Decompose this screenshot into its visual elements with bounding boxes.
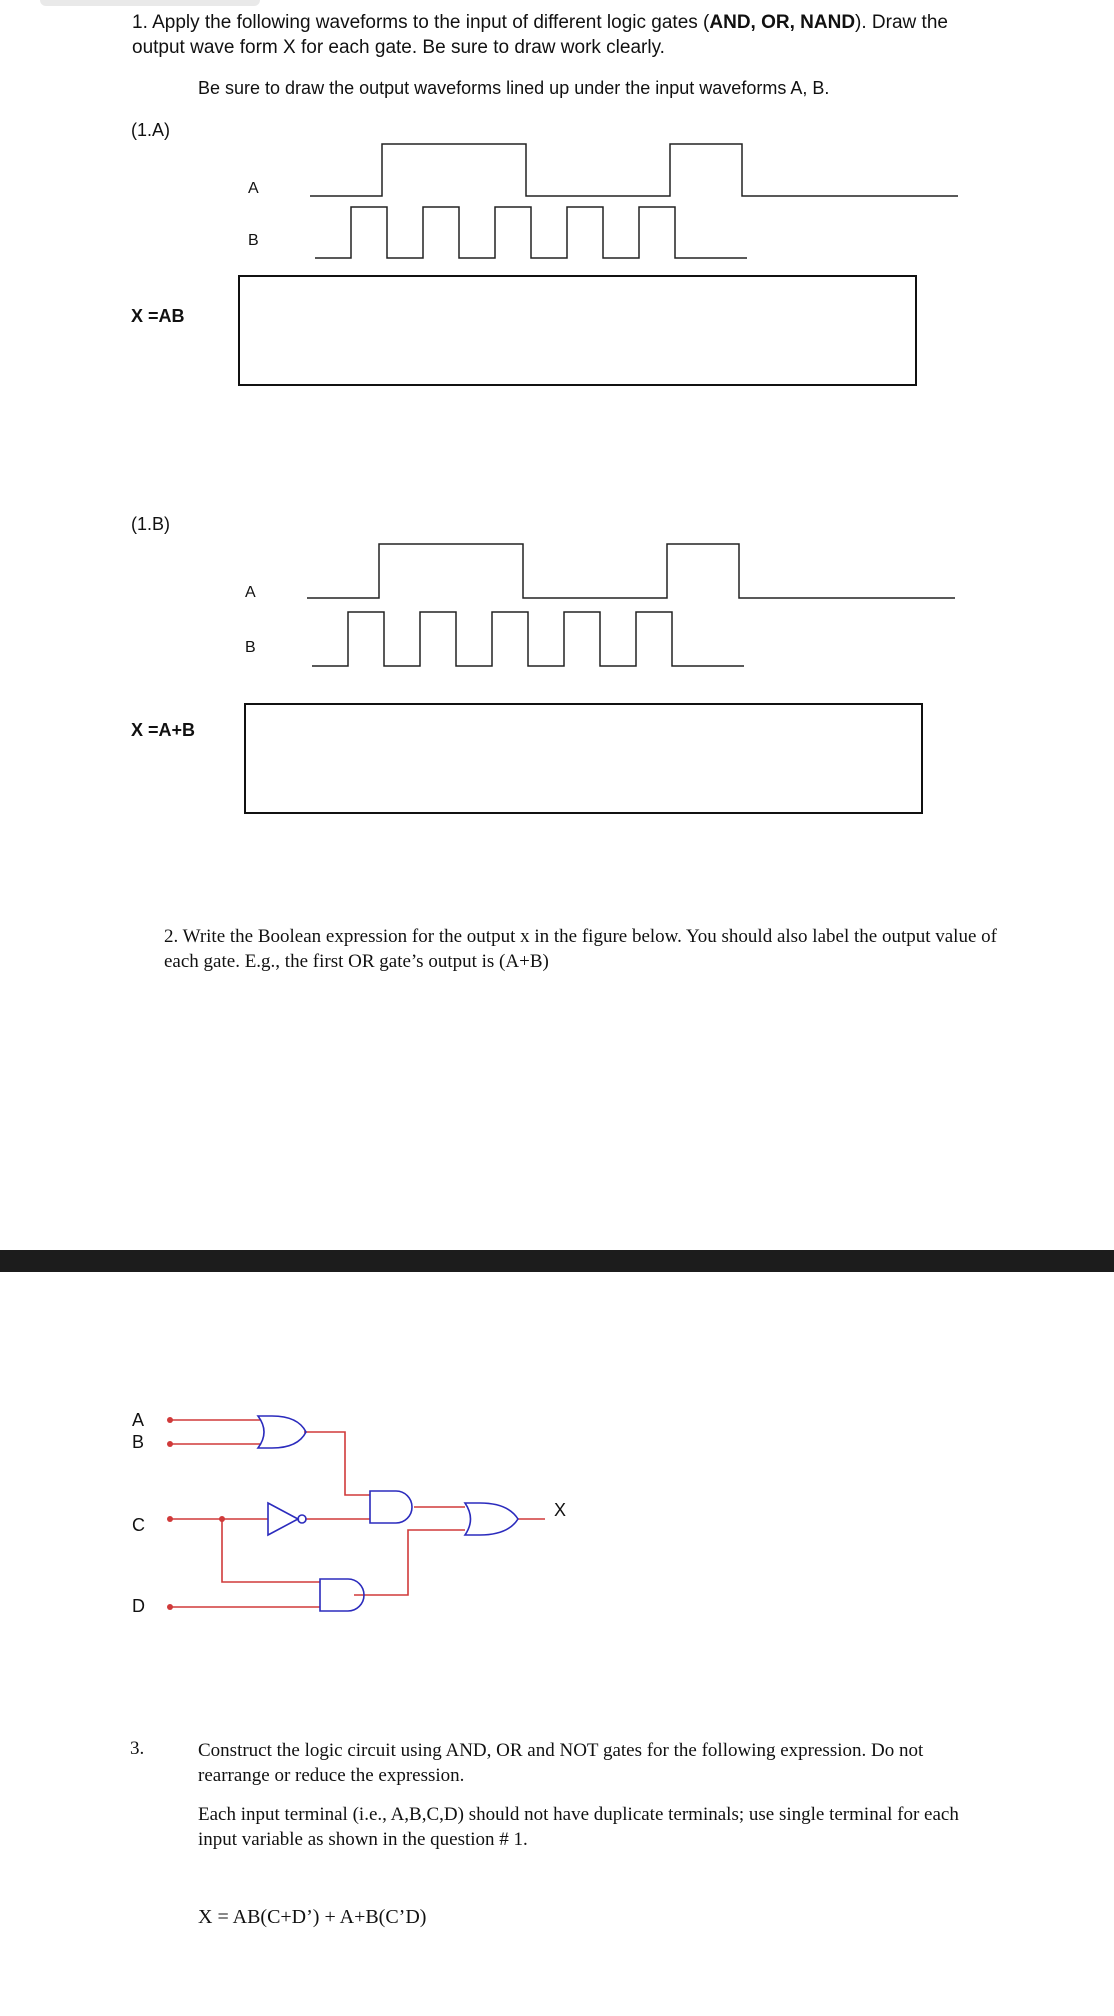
part-1b-input-b-label: B	[245, 639, 256, 656]
part-1b-waveform-b	[312, 612, 744, 666]
part-1b-label: (1.B)	[131, 514, 171, 534]
or-gate-1	[258, 1416, 306, 1448]
part-1b-input-a-label: A	[245, 584, 256, 601]
question-1-note: Be sure to draw the output waveforms lined up under the input waveforms A, B.	[198, 78, 830, 98]
circuit-input-b-label: B	[132, 1432, 145, 1452]
part-1a-waveform-a	[310, 144, 958, 196]
part-1b-waveform-a	[307, 544, 955, 598]
part-1a-label: (1.A)	[131, 120, 171, 140]
circuit-input-c-label: C	[132, 1515, 145, 1535]
question-3-expression: X = AB(C+D’) + A+B(C’D)	[198, 1906, 427, 1928]
circuit-output-x-label: X	[554, 1500, 567, 1520]
circuit-input-d-label: D	[132, 1596, 145, 1616]
part-1a-input-b-label: B	[248, 232, 259, 249]
question-3-text: Construct the logic circuit using AND, OR and NOT gates for the following expression. Do not rearrange or reduce the expression.	[198, 1740, 924, 1786]
part-1a-waveform-b	[315, 207, 747, 258]
circuit-wires	[170, 1420, 545, 1607]
and-gate-1	[370, 1491, 412, 1523]
waveform-group	[307, 144, 958, 666]
not-gate	[268, 1503, 298, 1535]
logic-circuit	[167, 1416, 545, 1611]
circuit-terminals	[167, 1417, 225, 1610]
part-1a-input-a-label: A	[248, 180, 259, 197]
circuit-input-a-label: A	[132, 1410, 145, 1430]
question-3-number: 3.	[130, 1738, 145, 1759]
question-3-note: Each input terminal (i.e., A,B,C,D) should not have duplicate terminals; use single terminal for each input variable as shown in the question # 1.	[198, 1804, 959, 1850]
question-1-text: 1. Apply the following waveforms to the input of different logic gates (AND, OR, NAND). Draw the output wave form X for each gate. Be sure to draw work clearly.	[132, 12, 948, 58]
question-1-gates: AND, OR, NAND	[709, 12, 856, 33]
part-1b-output-label: X =A+B	[131, 720, 196, 740]
part-1a-output-label: X =AB	[131, 306, 185, 326]
or-gate-2	[465, 1503, 518, 1535]
question-2-text: 2. Write the Boolean expression for the output x in the figure below. You should also label the output value of each gate. E.g., the first OR gate’s output is (A+B)	[164, 926, 997, 972]
